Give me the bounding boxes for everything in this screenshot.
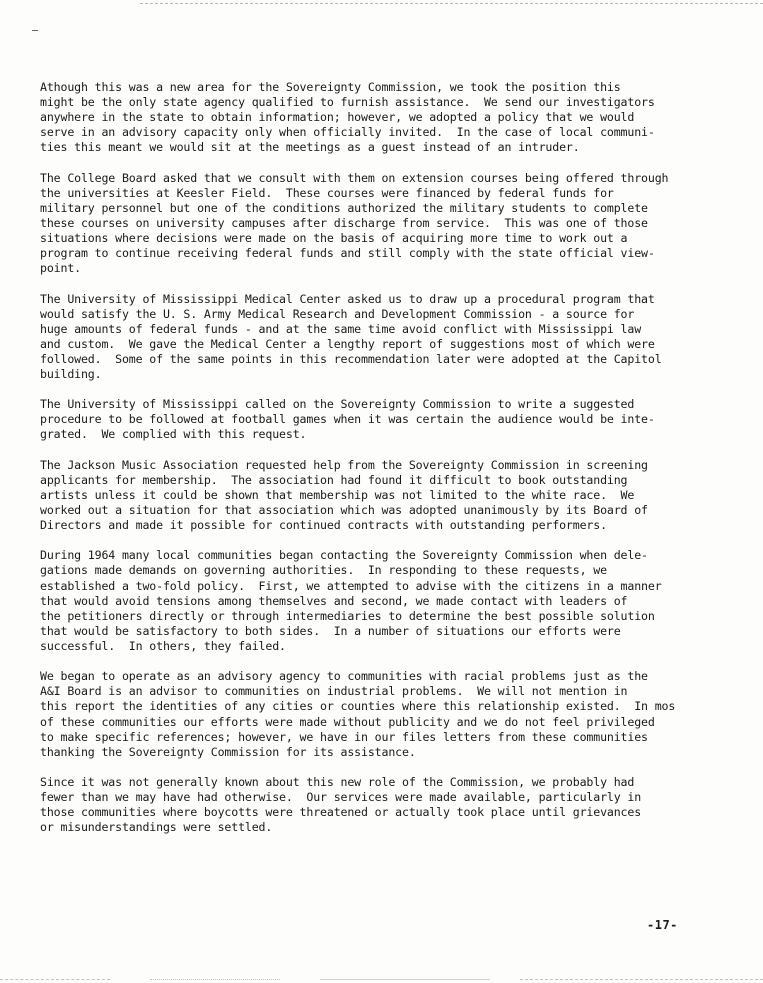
text-line: The College Board asked that we consult with them on extension courses being offered through <box>40 170 669 185</box>
text-line: The University of Mississippi called on the Sovereignty Commission to write a suggested <box>40 397 635 412</box>
paragraph <box>40 548 745 654</box>
text-line: Since it was not generally known about this new role of the Commission, we probably had <box>40 774 635 789</box>
text-line: anywhere in the state to obtain information; however, we adopted a policy that we would <box>40 110 635 125</box>
text-line: might be the only state agency qualified to furnish assistance. We send our investigators <box>40 95 655 110</box>
text-line: military personnel but one of the conditions authorized the military students to complete <box>40 200 648 215</box>
text-line: During 1964 many local communities began contacting the Sovereignty Commission when dele- <box>40 548 648 563</box>
text-line: this report the identities of any cities or counties where this relationship existed. In mos <box>40 699 676 714</box>
text-line: fewer than we may have had otherwise. Our services were made available, particularly in <box>40 790 642 805</box>
text-line: Directors and made it possible for continued contracts with outstanding performers. <box>40 518 607 533</box>
text-line: huge amounts of federal funds - and at the same time avoid conflict with Mississippi law <box>40 321 642 336</box>
text-line: serve in an advisory capacity only when officially invited. In the case of local communi- <box>40 125 655 140</box>
body-text <box>40 80 745 851</box>
bottom-scan-rule <box>0 979 110 980</box>
text-line: building. <box>40 366 102 381</box>
text-line: and custom. We gave the Medical Center a lengthy report of suggestions most of which were <box>40 336 655 351</box>
text-line: successful. In others, they failed. <box>40 638 286 653</box>
text-line: established a two-fold policy. First, we attempted to advise with the citizens in a manner <box>40 578 662 593</box>
text-line: We began to operate as an advisory agency to communities with racial problems just as the <box>40 669 648 684</box>
page-number: -17- <box>647 918 678 932</box>
text-line: ties this meant we would sit at the meetings as a guest instead of an intruder. <box>40 140 580 155</box>
text-line: thanking the Sovereignty Commission for its assistance. <box>40 744 416 759</box>
bottom-scan-rule <box>150 979 280 980</box>
text-line: worked out a situation for that association which was adopted unanimously by its Board of <box>40 503 648 517</box>
text-line: grated. We complied with this request. <box>40 427 307 442</box>
bottom-scan-rule <box>520 979 763 980</box>
text-line: situations where decisions were made on the basis of acquiring more time to work out a <box>40 231 628 246</box>
paragraph <box>40 775 745 835</box>
text-line: Athough this was a new area for the Sovereignty Commission, we took the position this <box>40 80 621 94</box>
text-line: The Jackson Music Association requested help from the Sovereignty Commission in screening <box>40 457 648 472</box>
text-line: the petitioners directly or through intermediaries to determine the best possible solution <box>40 608 655 623</box>
text-line: to make specific references; however, we have in our files letters from these communities <box>40 729 648 744</box>
bottom-scan-rule <box>320 979 490 980</box>
text-line: the universities at Keesler Field. These courses were financed by federal funds for <box>40 185 614 200</box>
paragraph <box>40 669 745 760</box>
paragraph <box>40 458 745 533</box>
text-line: program to continue receiving federal funds and still comply with the state official view- <box>40 246 655 261</box>
text-line: followed. Some of the same points in this recommendation later were adopted at the Capitol <box>40 351 662 366</box>
text-line: point. <box>40 261 81 276</box>
paragraph <box>40 397 745 442</box>
top-scan-rule <box>140 3 763 4</box>
paragraph <box>40 292 745 383</box>
paragraph <box>40 171 745 277</box>
text-line: that would avoid tensions among themselves and second, we made contact with leaders of <box>40 593 628 608</box>
paragraph <box>40 80 745 155</box>
text-line: or misunderstandings were settled. <box>40 820 273 835</box>
text-line: artists unless it could be shown that membership was not limited to the white race. We <box>40 487 635 502</box>
text-line: that would be satisfactory to both sides. In a number of situations our efforts were <box>40 623 621 638</box>
text-line: gations made demands on governing authorities. In responding to these requests, we <box>40 563 607 578</box>
text-line: A&I Board is an advisor to communities on industrial problems. We will not mention in <box>40 684 628 699</box>
text-line: those communities where boycotts were threatened or actually took place until grievances <box>40 805 642 820</box>
text-line: procedure to be followed at football games when it was certain the audience would be inte- <box>40 412 655 427</box>
text-line: would satisfy the U. S. Army Medical Research and Development Commission - a source for <box>40 306 635 321</box>
text-line: of these communities our efforts were made without publicity and we do not feel privileged <box>40 714 655 729</box>
text-line: The University of Mississippi Medical Center asked us to draw up a procedural program that <box>40 291 655 306</box>
corner-mark <box>32 30 38 31</box>
text-line: applicants for membership. The association had found it difficult to book outstanding <box>40 472 628 487</box>
text-line: these courses on university campuses after discharge from service. This was one of those <box>40 215 648 230</box>
